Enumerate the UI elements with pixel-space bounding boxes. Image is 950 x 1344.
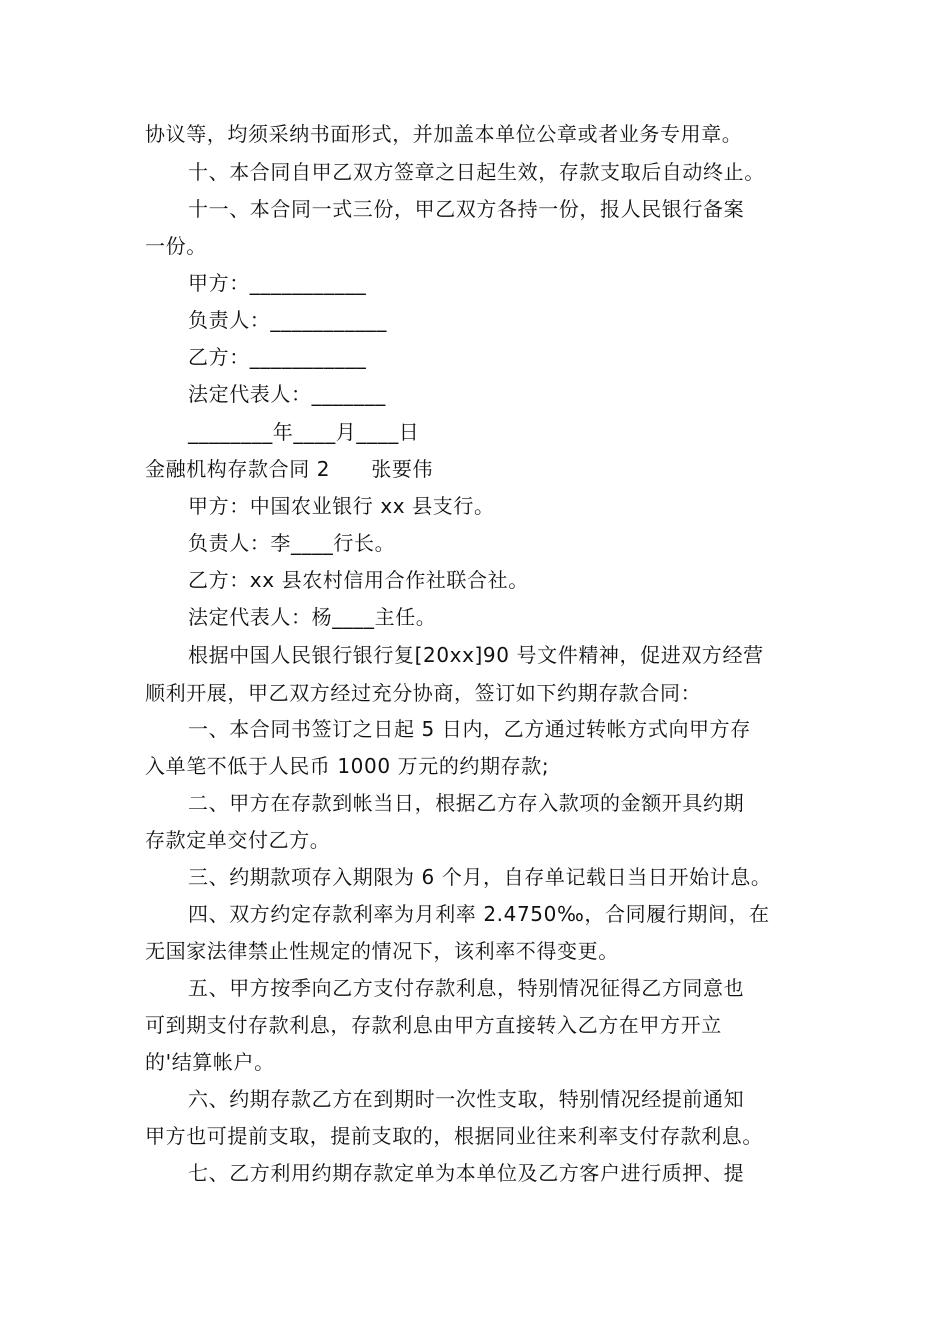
text-line: 顺利开展，甲乙双方经过充分协商，签订如下约期存款合同：	[145, 681, 702, 705]
signature-field-party-a: 甲方：___________	[188, 271, 367, 295]
text-line: 十、本合同自甲乙双方签章之日起生效，存款支取后自动终止。	[188, 160, 765, 184]
date-field: ________年____月____日	[188, 420, 420, 444]
text-line: 无国家法律禁止性规定的情况下，该利率不得变更。	[145, 939, 619, 963]
text-line: 五、甲方按季向乙方支付存款利息，特别情况征得乙方同意也	[188, 976, 745, 1000]
text-line: 入单笔不低于人民币 1000 万元的约期存款;	[145, 754, 550, 778]
section-title: 金融机构存款合同 2 张要伟	[145, 457, 434, 481]
text-line: 甲方也可提前支取，提前支取的，根据同业往来利率支付存款利息。	[145, 1124, 763, 1148]
text-line: 可到期支付存款利息，存款利息由甲方直接转入乙方在甲方开立	[145, 1013, 722, 1037]
text-line: 根据中国人民银行银行复[20xx]90 号文件精神，促进双方经营	[188, 643, 764, 667]
text-line: 一、本合同书签订之日起 5 日内，乙方通过转帐方式向甲方存	[188, 717, 751, 741]
text-line: 负责人：李____行长。	[188, 531, 396, 555]
text-line: 甲方：中国农业银行 xx 县支行。	[188, 494, 495, 518]
signature-field-party-b: 乙方：___________	[188, 345, 367, 369]
text-line: 十一、本合同一式三份，甲乙双方各持一份，报人民银行备案	[188, 197, 745, 221]
signature-field-legal-rep: 法定代表人：_______	[188, 382, 386, 406]
text-line: 存款定单交付乙方。	[145, 828, 331, 852]
text-line: 法定代表人：杨____主任。	[188, 605, 437, 629]
text-line: 二、甲方在存款到帐当日，根据乙方存入款项的金额开具约期	[188, 791, 745, 815]
text-line: 一份。	[145, 234, 207, 258]
text-line: 乙方：xx 县农村信用合作社联合社。	[188, 568, 529, 592]
signature-field-responsible-person: 负责人：___________	[188, 308, 387, 332]
text-line: 七、乙方利用约期存款定单为本单位及乙方客户进行质押、提	[188, 1161, 745, 1185]
text-line: 协议等，均须采纳书面形式，并加盖本单位公章或者业务专用章。	[145, 122, 743, 146]
text-line: 三、约期款项存入期限为 6 个月，自存单记载日当日开始计息。	[188, 865, 772, 889]
text-line: 四、双方约定存款利率为月利率 2.4750‰，合同履行期间，在	[188, 902, 770, 926]
text-line: 的'结算帐户。	[145, 1050, 275, 1074]
text-line: 六、约期存款乙方在到期时一次性支取，特别情况经提前通知	[188, 1087, 745, 1111]
